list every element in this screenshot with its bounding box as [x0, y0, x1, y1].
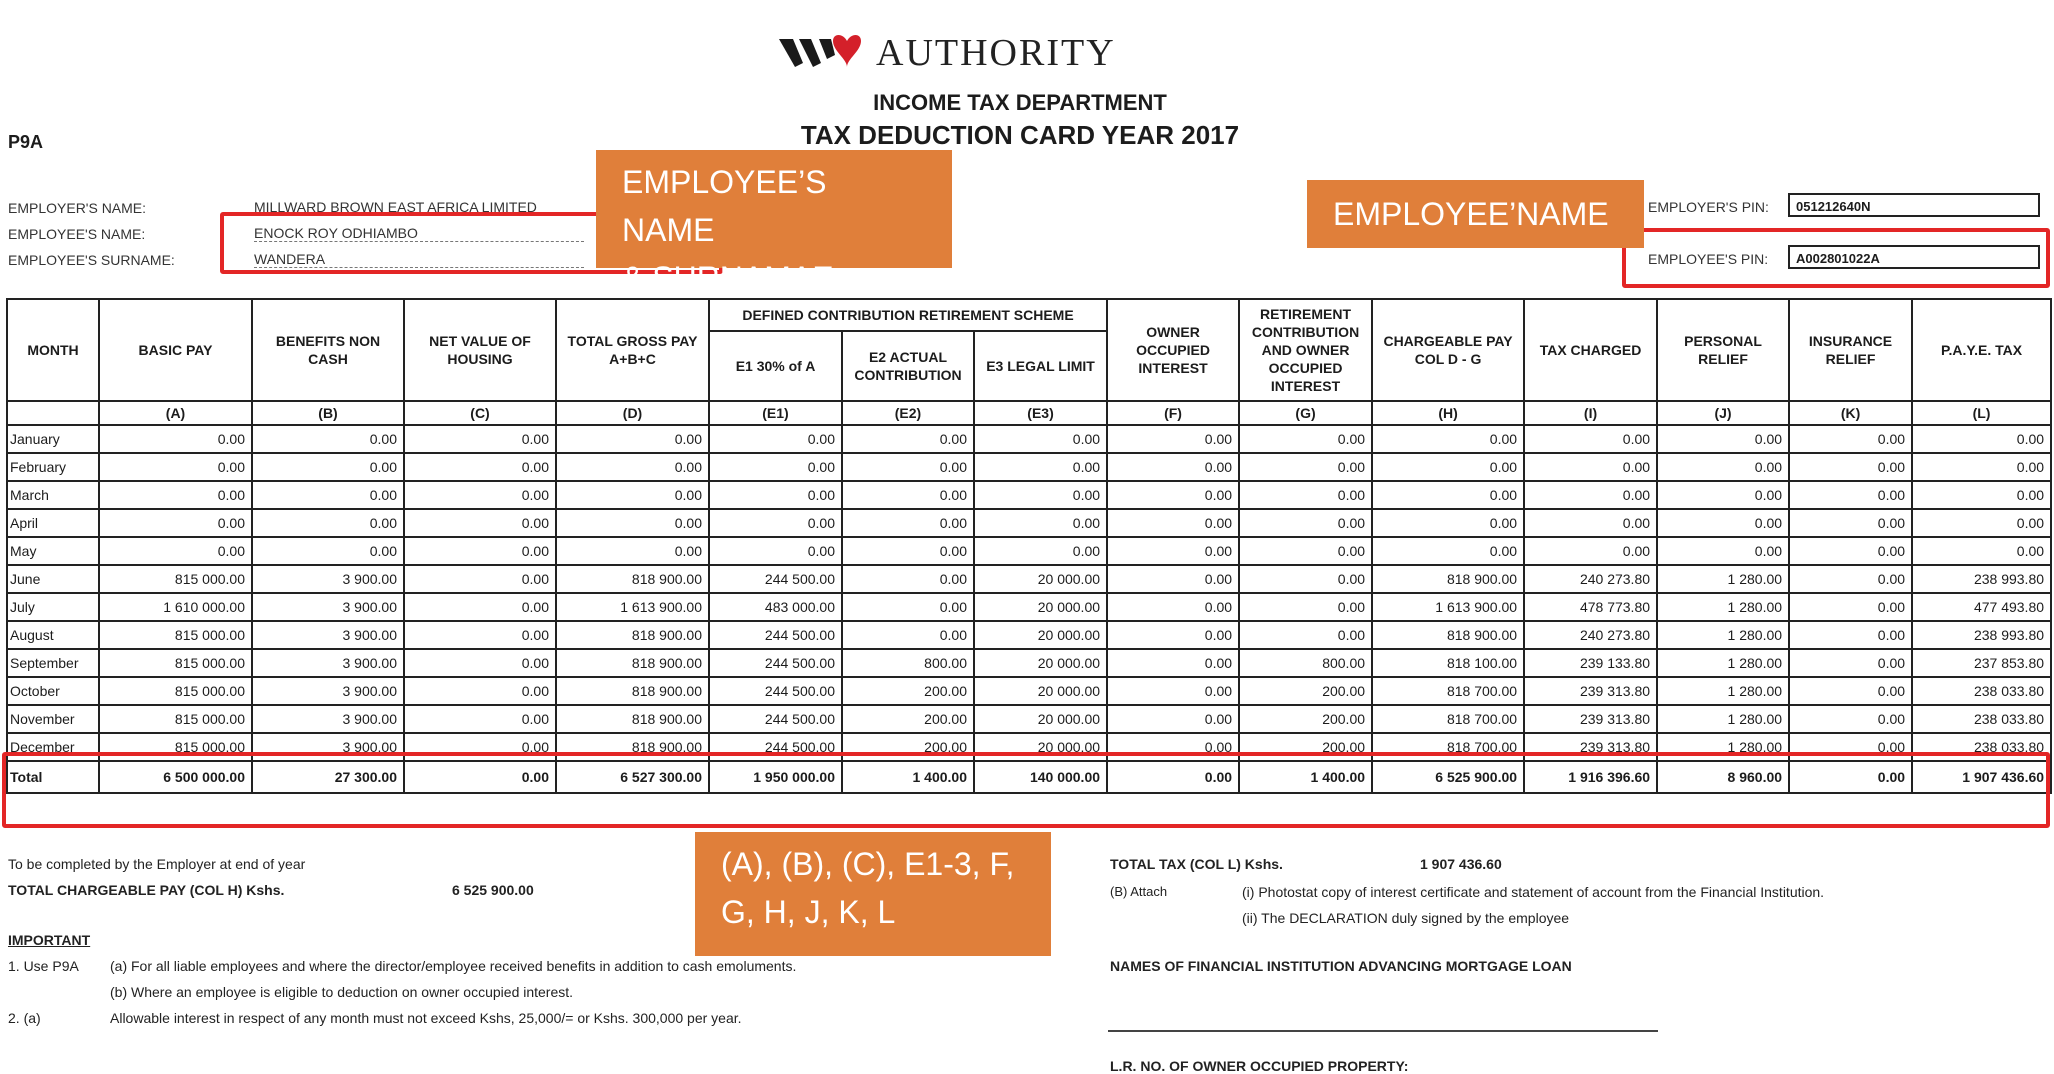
- table-cell: 237 853.80: [1912, 649, 2051, 677]
- table-cell: 0.00: [1372, 453, 1524, 481]
- callout-name-surname-line2: & SURNAMAE: [622, 260, 834, 296]
- table-cell: 20 000.00: [974, 705, 1107, 733]
- total-cell: 1 907 436.60: [1912, 761, 2051, 793]
- table-row: [7, 425, 2051, 453]
- table-cell: 818 900.00: [556, 677, 709, 705]
- table-cell: 0.00: [99, 509, 252, 537]
- table-cell: 0.00: [1657, 481, 1789, 509]
- table-cell: 0.00: [404, 425, 556, 453]
- col-header-basic-pay: BASIC PAY: [99, 299, 252, 401]
- table-cell: 0.00: [1789, 509, 1912, 537]
- total-cell: 8 960.00: [1657, 761, 1789, 793]
- attach-item-ii: (ii) The DECLARATION duly signed by the employee: [1242, 910, 1570, 926]
- table-cell: 3 900.00: [252, 565, 404, 593]
- employee-name-value: ENOCK ROY ODHIAMBO: [254, 225, 584, 242]
- table-cell: 0.00: [974, 537, 1107, 565]
- table-cell: 1 280.00: [1657, 649, 1789, 677]
- table-cell: 240 273.80: [1524, 621, 1657, 649]
- table-cell: 3 900.00: [252, 733, 404, 761]
- table-cell: 0.00: [1107, 425, 1239, 453]
- table-cell: 3 900.00: [252, 705, 404, 733]
- table-cell: 20 000.00: [974, 733, 1107, 761]
- table-cell: 3 900.00: [252, 677, 404, 705]
- employee-pin-value: A002801022A: [1788, 245, 2040, 269]
- table-cell: 0.00: [974, 481, 1107, 509]
- table-cell: 0.00: [709, 481, 842, 509]
- total-cell: 0.00: [404, 761, 556, 793]
- table-cell: 200.00: [842, 733, 974, 761]
- table-cell: 0.00: [842, 425, 974, 453]
- table-cell: 478 773.80: [1524, 593, 1657, 621]
- column-letter: (J): [1657, 401, 1789, 425]
- table-cell: 0.00: [1912, 453, 2051, 481]
- table-cell: 0.00: [1372, 481, 1524, 509]
- table-cell: 0.00: [1789, 481, 1912, 509]
- col-header-e3: E3 LEGAL LIMIT: [974, 331, 1107, 401]
- table-cell: 0.00: [404, 593, 556, 621]
- table-cell: 0.00: [842, 537, 974, 565]
- table-cell: 0.00: [842, 593, 974, 621]
- column-letter: (D): [556, 401, 709, 425]
- table-cell: 800.00: [1239, 649, 1372, 677]
- table-cell: 815 000.00: [99, 733, 252, 761]
- col-header-retirement-contribution: RETIREMENT CONTRIBUTION AND OWNER OCCUPIED INTEREST: [1239, 299, 1372, 401]
- form-number: P9A: [8, 132, 44, 152]
- table-cell: 200.00: [1239, 705, 1372, 733]
- table-cell: 1 613 900.00: [556, 593, 709, 621]
- table-cell: 0.00: [1107, 705, 1239, 733]
- table-cell: 0.00: [1239, 565, 1372, 593]
- total-tax-label: TOTAL TAX (COL L) Kshs.: [1110, 856, 1283, 872]
- table-cell: 483 000.00: [709, 593, 842, 621]
- table-cell: 1 280.00: [1657, 593, 1789, 621]
- month-cell: October: [7, 677, 99, 705]
- table-cell: 0.00: [1789, 537, 1912, 565]
- table-cell: 238 993.80: [1912, 565, 2051, 593]
- note1-number: 1. Use P9A: [8, 958, 79, 974]
- col-header-month: MONTH: [7, 299, 99, 401]
- note1b: (b) Where an employee is eligible to deduction on owner occupied interest.: [110, 984, 574, 1000]
- table-cell: 0.00: [1912, 537, 2051, 565]
- column-letter: (A): [99, 401, 252, 425]
- table-cell: 815 000.00: [99, 677, 252, 705]
- table-cell: 818 900.00: [556, 705, 709, 733]
- column-letter: (B): [252, 401, 404, 425]
- table-cell: 244 500.00: [709, 705, 842, 733]
- column-letter: (E3): [974, 401, 1107, 425]
- table-cell: 0.00: [1789, 733, 1912, 761]
- table-cell: 1 280.00: [1657, 621, 1789, 649]
- table-cell: 818 700.00: [1372, 705, 1524, 733]
- total-cell: 1 916 396.60: [1524, 761, 1657, 793]
- table-cell: 0.00: [252, 425, 404, 453]
- table-cell: 0.00: [842, 509, 974, 537]
- callout-columns: [695, 832, 1051, 956]
- month-cell: July: [7, 593, 99, 621]
- table-cell: 0.00: [1657, 425, 1789, 453]
- table-cell: 818 100.00: [1372, 649, 1524, 677]
- table-cell: 0.00: [252, 453, 404, 481]
- column-letter: (E2): [842, 401, 974, 425]
- table-body: [7, 425, 2051, 793]
- table-row: [7, 705, 2051, 733]
- table-cell: 0.00: [404, 453, 556, 481]
- table-cell: 0.00: [1239, 509, 1372, 537]
- table-cell: 244 500.00: [709, 677, 842, 705]
- table-cell: 0.00: [1789, 705, 1912, 733]
- table-cell: 0.00: [1524, 481, 1657, 509]
- callout-columns-line2: G, H, J, K, L: [721, 894, 896, 930]
- table-cell: 239 313.80: [1524, 705, 1657, 733]
- month-cell: August: [7, 621, 99, 649]
- col-header-housing: NET VALUE OF HOUSING: [404, 299, 556, 401]
- authority-logo: [775, 28, 1116, 78]
- table-cell: 200.00: [842, 677, 974, 705]
- total-cell: 0.00: [1789, 761, 1912, 793]
- table-cell: 0.00: [404, 733, 556, 761]
- col-header-paye-tax: P.A.Y.E. TAX: [1912, 299, 2051, 401]
- table-cell: 0.00: [1912, 425, 2051, 453]
- table-cell: 0.00: [1524, 425, 1657, 453]
- highlight-employee-pin: [1622, 228, 2050, 288]
- table-cell: 20 000.00: [974, 677, 1107, 705]
- table-row: [7, 649, 2051, 677]
- table-cell: 3 900.00: [252, 621, 404, 649]
- month-cell: June: [7, 565, 99, 593]
- institution-label: NAMES OF FINANCIAL INSTITUTION ADVANCING MORTGAGE LOAN: [1110, 958, 1572, 974]
- total-cell: 1 400.00: [1239, 761, 1372, 793]
- table-cell: 200.00: [1239, 733, 1372, 761]
- highlight-totals-row: [2, 752, 2050, 828]
- table-cell: 1 280.00: [1657, 565, 1789, 593]
- attach-item-i: (i) Photostat copy of interest certificate and statement of account from the Financial Institution.: [1242, 884, 1825, 900]
- table-cell: 244 500.00: [709, 565, 842, 593]
- table-cell: 0.00: [1657, 537, 1789, 565]
- department-title: INCOME TAX DEPARTMENT: [873, 90, 1167, 115]
- table-cell: 0.00: [1912, 481, 2051, 509]
- total-cell: 1 950 000.00: [709, 761, 842, 793]
- table-cell: 0.00: [1239, 481, 1372, 509]
- table-cell: 0.00: [404, 481, 556, 509]
- table-cell: 200.00: [842, 705, 974, 733]
- table-row: [7, 453, 2051, 481]
- table-cell: 200.00: [1239, 677, 1372, 705]
- table-cell: 1 610 000.00: [99, 593, 252, 621]
- table-cell: 0.00: [1239, 425, 1372, 453]
- column-letter: (G): [1239, 401, 1372, 425]
- table-cell: 0.00: [842, 481, 974, 509]
- table-cell: 0.00: [974, 425, 1107, 453]
- table-cell: 0.00: [556, 425, 709, 453]
- table-cell: 1 280.00: [1657, 705, 1789, 733]
- table-cell: 20 000.00: [974, 593, 1107, 621]
- table-row: [7, 481, 2051, 509]
- month-cell: January: [7, 425, 99, 453]
- col-header-e1: E1 30% of A: [709, 331, 842, 401]
- col-header-insurance-relief: INSURANCE RELIEF: [1789, 299, 1912, 401]
- table-cell: 818 900.00: [556, 649, 709, 677]
- table-cell: 0.00: [1524, 453, 1657, 481]
- table-cell: 0.00: [1524, 509, 1657, 537]
- employee-name-label: EMPLOYEE'S NAME:: [8, 226, 146, 242]
- col-header-benefits: BENEFITS NON CASH: [252, 299, 404, 401]
- table-cell: 800.00: [842, 649, 974, 677]
- table-cell: 0.00: [842, 565, 974, 593]
- important-heading: IMPORTANT: [8, 932, 91, 948]
- table-cell: 0.00: [1372, 537, 1524, 565]
- table-cell: 0.00: [404, 621, 556, 649]
- table-cell: 0.00: [556, 481, 709, 509]
- total-cell: 1 400.00: [842, 761, 974, 793]
- column-letter: (E1): [709, 401, 842, 425]
- table-row: [7, 621, 2051, 649]
- total-cell: 27 300.00: [252, 761, 404, 793]
- table-cell: 0.00: [709, 425, 842, 453]
- table-cell: 0.00: [252, 481, 404, 509]
- table-cell: 0.00: [709, 509, 842, 537]
- table-cell: 0.00: [974, 509, 1107, 537]
- page-title: TAX DEDUCTION CARD YEAR 2017: [800, 120, 1240, 150]
- institution-line: [1108, 1030, 1658, 1032]
- col-header-chargeable-pay: CHARGEABLE PAY COL D - G: [1372, 299, 1524, 401]
- table-cell: 0.00: [1657, 453, 1789, 481]
- table-cell: 239 133.80: [1524, 649, 1657, 677]
- employer-pin-value: 051212640N: [1788, 193, 2040, 217]
- column-letter: (I): [1524, 401, 1657, 425]
- callout-name-surname-line1: EMPLOYEE’S NAME: [622, 164, 827, 248]
- total-cell: 140 000.00: [974, 761, 1107, 793]
- attach-label: (B) Attach: [1110, 884, 1168, 899]
- table-cell: 477 493.80: [1912, 593, 2051, 621]
- table-cell: 0.00: [842, 621, 974, 649]
- logo-text: AUTHORITY: [876, 32, 1116, 74]
- total-label-cell: Total: [7, 761, 99, 793]
- table-cell: 0.00: [1657, 509, 1789, 537]
- table-cell: 0.00: [1239, 593, 1372, 621]
- table-cell: 0.00: [1107, 565, 1239, 593]
- note2: Allowable interest in respect of any month must not exceed Kshs, 25,000/= or Kshs. 300,000 per year.: [110, 1010, 742, 1026]
- table-cell: 0.00: [1524, 537, 1657, 565]
- table-cell: 818 900.00: [1372, 621, 1524, 649]
- table-cell: 238 033.80: [1912, 705, 2051, 733]
- table-cell: 0.00: [1372, 509, 1524, 537]
- table-cell: 244 500.00: [709, 733, 842, 761]
- table-cell: 0.00: [252, 537, 404, 565]
- employer-name-label: EMPLOYER'S NAME:: [8, 200, 147, 216]
- total-cell: 6 500 000.00: [99, 761, 252, 793]
- total-cell: 0.00: [1107, 761, 1239, 793]
- table-cell: 0.00: [1372, 425, 1524, 453]
- total-chargeable-value: 6 525 900.00: [452, 882, 534, 898]
- table-cell: 0.00: [252, 509, 404, 537]
- table-row: [7, 565, 2051, 593]
- table-cell: 0.00: [842, 453, 974, 481]
- month-cell: December: [7, 733, 99, 761]
- month-cell: February: [7, 453, 99, 481]
- month-cell: September: [7, 649, 99, 677]
- column-letter: (L): [1912, 401, 2051, 425]
- table-cell: 0.00: [1107, 593, 1239, 621]
- table-cell: 0.00: [1789, 649, 1912, 677]
- table-cell: 0.00: [709, 453, 842, 481]
- table-cell: 20 000.00: [974, 621, 1107, 649]
- table-cell: 0.00: [556, 509, 709, 537]
- col-header-retirement-scheme: DEFINED CONTRIBUTION RETIREMENT SCHEME: [709, 299, 1107, 331]
- table-cell: 0.00: [404, 677, 556, 705]
- table-cell: 0.00: [99, 453, 252, 481]
- employer-name-value: MILLWARD BROWN EAST AFRICA LIMITED: [254, 199, 584, 216]
- table-cell: 0.00: [556, 537, 709, 565]
- table-cell: 815 000.00: [99, 565, 252, 593]
- table-cell: 818 900.00: [556, 565, 709, 593]
- table-cell: 815 000.00: [99, 649, 252, 677]
- table-cell: 818 700.00: [1372, 733, 1524, 761]
- table-cell: 0.00: [1912, 509, 2051, 537]
- table-cell: 0.00: [1789, 453, 1912, 481]
- employer-pin-label: EMPLOYER'S PIN:: [1648, 199, 1769, 215]
- table-cell: 0.00: [1239, 621, 1372, 649]
- callout-employee-name: EMPLOYEE’NAME: [1307, 180, 1644, 248]
- table-cell: 0.00: [404, 649, 556, 677]
- total-cell: 6 525 900.00: [1372, 761, 1524, 793]
- table-cell: 0.00: [1239, 453, 1372, 481]
- table-cell: 815 000.00: [99, 705, 252, 733]
- callout-name-surname: [596, 150, 952, 296]
- table-cell: 3 900.00: [252, 649, 404, 677]
- col-header-owner-interest: OWNER OCCUPIED INTEREST: [1107, 299, 1239, 401]
- table-cell: 239 313.80: [1524, 677, 1657, 705]
- col-header-personal-relief: PERSONAL RELIEF: [1657, 299, 1789, 401]
- note2-number: 2. (a): [8, 1010, 41, 1026]
- table-row: [7, 537, 2051, 565]
- table-cell: 0.00: [404, 537, 556, 565]
- table-cell: 244 500.00: [709, 649, 842, 677]
- column-letter: (C): [404, 401, 556, 425]
- table-cell: 0.00: [1107, 481, 1239, 509]
- table-cell: 815 000.00: [99, 621, 252, 649]
- tax-deduction-table: [6, 298, 2052, 794]
- col-header-tax-charged: TAX CHARGED: [1524, 299, 1657, 401]
- note1a: (a) For all liable employees and where the director/employee received benefits in addition to cash emoluments.: [110, 958, 797, 974]
- table-cell: 238 033.80: [1912, 677, 2051, 705]
- table-cell: 0.00: [709, 537, 842, 565]
- total-tax-value: 1 907 436.60: [1420, 856, 1502, 872]
- total-chargeable-label: TOTAL CHARGEABLE PAY (COL H) Kshs.: [8, 882, 285, 898]
- table-cell: 818 900.00: [556, 621, 709, 649]
- col-header-gross-pay: TOTAL GROSS PAY A+B+C: [556, 299, 709, 401]
- callout-columns-line1: (A), (B), (C), E1-3, F,: [721, 846, 1015, 882]
- table-cell: 0.00: [99, 425, 252, 453]
- table-cell: 0.00: [1107, 453, 1239, 481]
- table-cell: 0.00: [1107, 509, 1239, 537]
- table-cell: 3 900.00: [252, 593, 404, 621]
- column-letter-row: [7, 401, 2051, 425]
- table-cell: 818 900.00: [556, 733, 709, 761]
- table-cell: 1 280.00: [1657, 733, 1789, 761]
- table-cell: 0.00: [1239, 537, 1372, 565]
- column-letter: (H): [1372, 401, 1524, 425]
- table-cell: 0.00: [404, 565, 556, 593]
- authority-logo-icon: [775, 29, 870, 77]
- table-cell: 1 280.00: [1657, 677, 1789, 705]
- employee-surname-label: EMPLOYEE'S SURNAME:: [8, 252, 175, 268]
- table-cell: 0.00: [99, 537, 252, 565]
- table-cell: 0.00: [1789, 677, 1912, 705]
- month-cell: March: [7, 481, 99, 509]
- table-cell: 20 000.00: [974, 565, 1107, 593]
- col-header-e2: E2 ACTUAL CONTRIBUTION: [842, 331, 974, 401]
- table-cell: 1 613 900.00: [1372, 593, 1524, 621]
- table-cell: 0.00: [556, 453, 709, 481]
- table-cell: 240 273.80: [1524, 565, 1657, 593]
- total-cell: 6 527 300.00: [556, 761, 709, 793]
- table-cell: 0.00: [1107, 649, 1239, 677]
- table-cell: 0.00: [404, 509, 556, 537]
- completed-by-note: To be completed by the Employer at end of year: [8, 856, 306, 872]
- table-cell: 0.00: [1107, 537, 1239, 565]
- table-row: [7, 509, 2051, 537]
- table-cell: 239 313.80: [1524, 733, 1657, 761]
- column-letter: (F): [1107, 401, 1239, 425]
- table-cell: 818 700.00: [1372, 677, 1524, 705]
- table-cell: 238 993.80: [1912, 621, 2051, 649]
- table-cell: 818 900.00: [1372, 565, 1524, 593]
- table-cell: 20 000.00: [974, 649, 1107, 677]
- table-cell: 0.00: [1107, 733, 1239, 761]
- table-cell: 0.00: [1789, 593, 1912, 621]
- table-cell: 0.00: [1107, 621, 1239, 649]
- table-cell: 238 033.80: [1912, 733, 2051, 761]
- employee-surname-value: WANDERA: [254, 251, 584, 268]
- employee-pin-label: EMPLOYEE'S PIN:: [1648, 251, 1769, 267]
- month-cell: May: [7, 537, 99, 565]
- table-cell: 0.00: [404, 705, 556, 733]
- table-row: [7, 593, 2051, 621]
- table-cell: 0.00: [974, 453, 1107, 481]
- lr-number-label: L.R. NO. OF OWNER OCCUPIED PROPERTY:: [1110, 1058, 1409, 1074]
- column-letter: [7, 401, 99, 425]
- table-cell: 0.00: [99, 481, 252, 509]
- table-cell: 0.00: [1789, 621, 1912, 649]
- table-cell: 244 500.00: [709, 621, 842, 649]
- table-row: [7, 677, 2051, 705]
- column-letter: (K): [1789, 401, 1912, 425]
- table-cell: 0.00: [1789, 565, 1912, 593]
- table-cell: 0.00: [1107, 677, 1239, 705]
- month-cell: April: [7, 509, 99, 537]
- table-cell: 0.00: [1789, 425, 1912, 453]
- month-cell: November: [7, 705, 99, 733]
